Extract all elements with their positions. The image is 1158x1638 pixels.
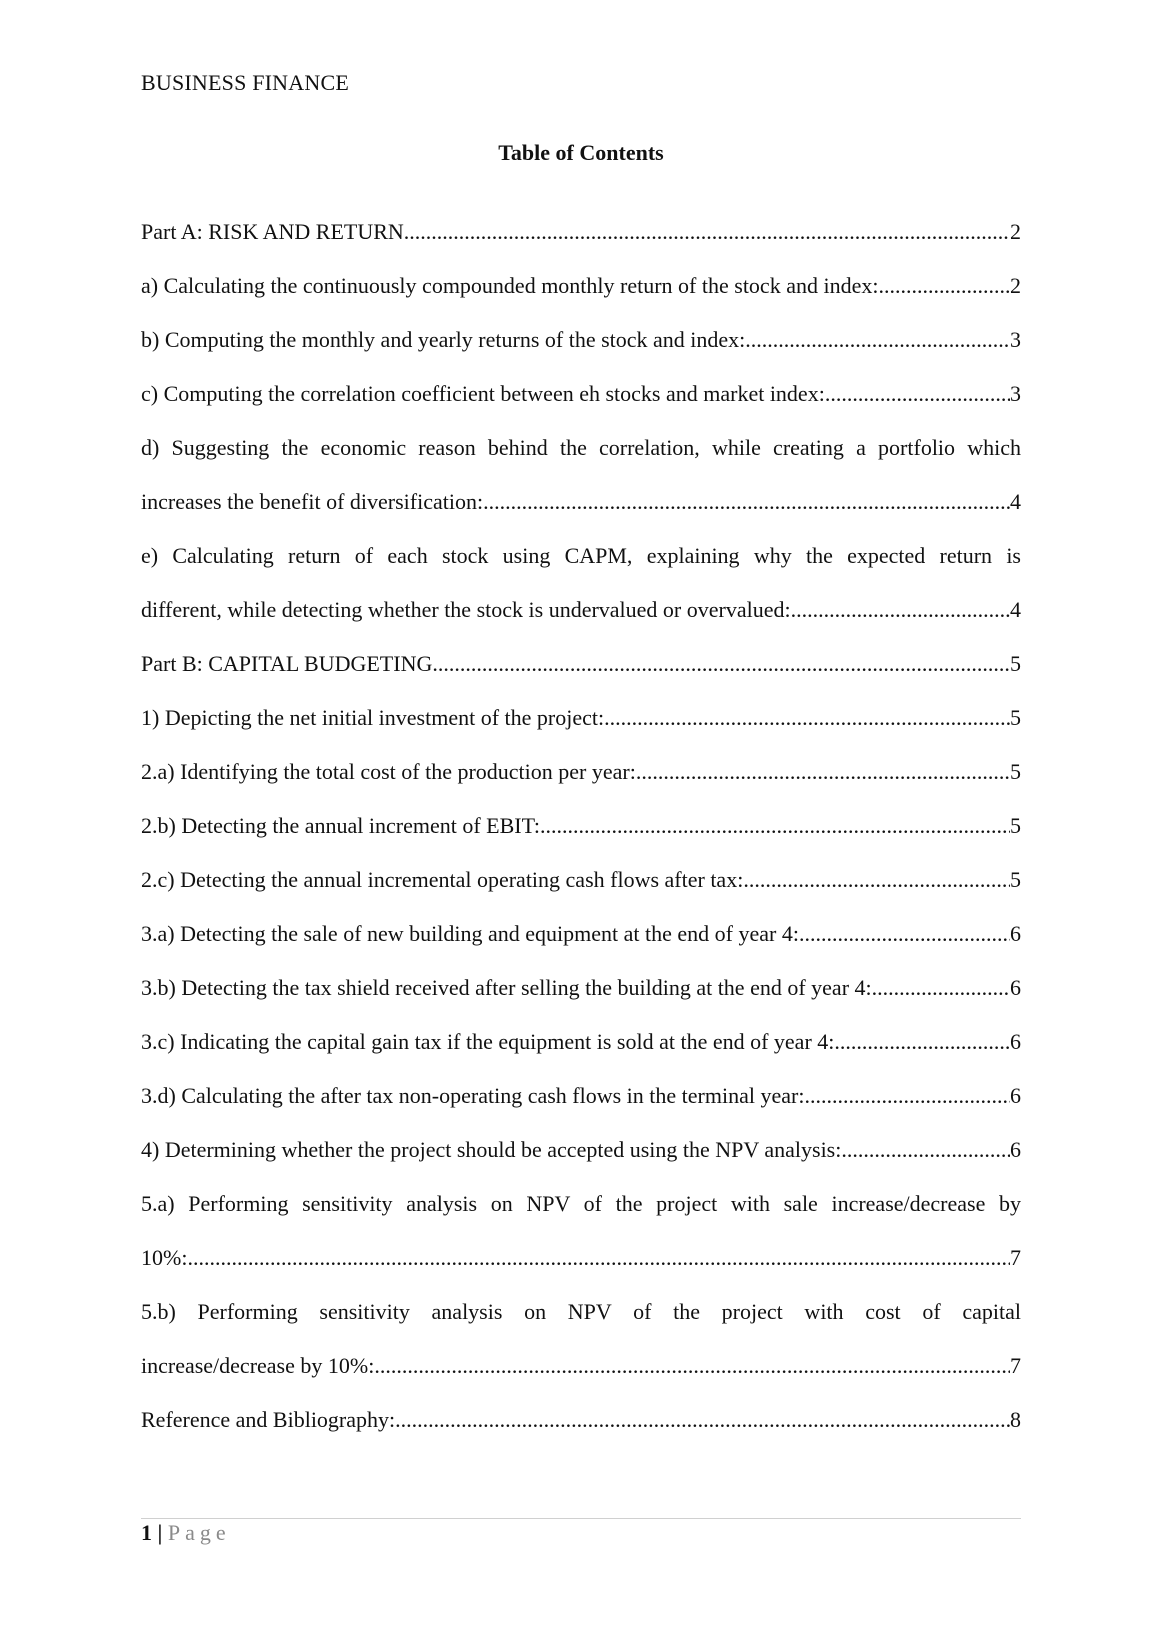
toc-entry-text: b) Computing the monthly and yearly returns of the stock and index:	[141, 327, 746, 352]
toc-entry-page: 7	[1010, 1245, 1021, 1270]
toc-entry-page: 6	[1010, 921, 1021, 946]
table-of-contents	[141, 205, 1021, 1447]
toc-entry-text: 2.c) Detecting the annual incremental operating cash flows after tax:	[141, 867, 744, 892]
dot-leader	[841, 1123, 1010, 1177]
toc-entry-text-line1: 5.a) Performing sensitivity analysis on NPV of the project with sale increase/decrease by	[141, 1191, 1021, 1216]
footer-page-word: Page	[167, 1520, 231, 1545]
toc-entry-e[interactable]	[141, 529, 1021, 637]
toc-entry-a[interactable]	[141, 259, 1021, 313]
dot-leader	[834, 1015, 1010, 1069]
toc-entry-3d[interactable]	[141, 1069, 1021, 1123]
toc-entry-text: 2.b) Detecting the annual increment of EBIT:	[141, 813, 541, 838]
dot-leader	[804, 1069, 1010, 1123]
toc-entry-references[interactable]	[141, 1393, 1021, 1447]
toc-entry-page: 8	[1010, 1407, 1021, 1432]
toc-entry-page: 6	[1010, 975, 1021, 1000]
toc-entry-page: 5	[1010, 651, 1021, 676]
toc-entry-5b[interactable]	[141, 1285, 1021, 1393]
toc-entry-text-line1: e) Calculating return of each stock using CAPM, explaining why the expected return is	[141, 543, 1021, 568]
toc-entry-text: 3.a) Detecting the sale of new building and equipment at the end of year 4:	[141, 921, 799, 946]
dot-leader	[745, 313, 1010, 367]
toc-entry-page: 7	[1010, 1353, 1021, 1378]
toc-entry-page: 6	[1010, 1137, 1021, 1162]
dot-leader	[404, 205, 1010, 259]
toc-entry-2a[interactable]	[141, 745, 1021, 799]
toc-entry-text: 3.d) Calculating the after tax non-operating cash flows in the terminal year:	[141, 1083, 805, 1108]
toc-entry-page: 3	[1010, 327, 1021, 352]
toc-entry-text: Part B: CAPITAL BUDGETING	[141, 651, 433, 676]
toc-entry-page: 3	[1010, 381, 1021, 406]
toc-entry-text-line2: increase/decrease by 10%:	[141, 1353, 375, 1378]
dot-leader	[187, 1231, 1010, 1285]
toc-entry-text: 4) Determining whether the project should be accepted using the NPV analysis:	[141, 1137, 842, 1162]
dot-leader	[374, 1339, 1010, 1393]
toc-entry-3c[interactable]	[141, 1015, 1021, 1069]
toc-entry-page: 5	[1010, 813, 1021, 838]
toc-entry-page: 5	[1010, 759, 1021, 784]
toc-entry-page: 4	[1010, 597, 1021, 622]
page-footer	[141, 1520, 231, 1546]
toc-entry-part-b[interactable]	[141, 637, 1021, 691]
toc-entry-text-line2: increases the benefit of diversification:	[141, 489, 484, 514]
toc-entry-text: Part A: RISK AND RETURN	[141, 219, 404, 244]
toc-entry-3a[interactable]	[141, 907, 1021, 961]
dot-leader	[540, 799, 1010, 853]
toc-entry-c[interactable]	[141, 367, 1021, 421]
toc-entry-text: Reference and Bibliography:	[141, 1407, 396, 1432]
toc-entry-text-line2: different, while detecting whether the stock is undervalued or overvalued:	[141, 597, 791, 622]
dot-leader	[432, 637, 1010, 691]
toc-entry-text: 3.c) Indicating the capital gain tax if the equipment is sold at the end of year 4:	[141, 1029, 835, 1054]
toc-entry-text-line1: 5.b) Performing sensitivity analysis on NPV of the project with cost of capital	[141, 1299, 1021, 1324]
toc-entry-page: 2	[1010, 273, 1021, 298]
toc-entry-1[interactable]	[141, 691, 1021, 745]
toc-entry-page: 4	[1010, 489, 1021, 514]
toc-entry-text-line1: d) Suggesting the economic reason behind the correlation, while creating a portfolio which	[141, 435, 1021, 460]
dot-leader	[825, 367, 1010, 421]
footer-divider	[141, 1518, 1021, 1519]
dot-leader	[878, 259, 1010, 313]
toc-entry-text: a) Calculating the continuously compounded monthly return of the stock and index:	[141, 273, 879, 298]
footer-separator: |	[157, 1520, 163, 1545]
toc-entry-page: 6	[1010, 1083, 1021, 1108]
toc-entry-text: 1) Depicting the net initial investment of the project:	[141, 705, 605, 730]
dot-leader	[483, 475, 1010, 529]
dot-leader	[791, 583, 1010, 637]
toc-entry-part-a[interactable]	[141, 205, 1021, 259]
toc-entry-page: 2	[1010, 219, 1021, 244]
toc-entry-text: 3.b) Detecting the tax shield received after selling the building at the end of year 4:	[141, 975, 872, 1000]
dot-leader	[799, 907, 1010, 961]
running-header: BUSINESS FINANCE	[141, 70, 349, 95]
dot-leader	[604, 691, 1010, 745]
dot-leader	[636, 745, 1010, 799]
toc-entry-d[interactable]	[141, 421, 1021, 529]
dot-leader	[395, 1393, 1010, 1447]
dot-leader	[872, 961, 1010, 1015]
toc-entry-b[interactable]	[141, 313, 1021, 367]
toc-entry-page: 5	[1010, 867, 1021, 892]
toc-entry-text-line2: 10%:	[141, 1245, 188, 1270]
toc-entry-page: 6	[1010, 1029, 1021, 1054]
dot-leader	[743, 853, 1010, 907]
toc-entry-text: c) Computing the correlation coefficient between eh stocks and market index:	[141, 381, 825, 406]
toc-entry-2c[interactable]	[141, 853, 1021, 907]
toc-entry-page: 5	[1010, 705, 1021, 730]
toc-entry-3b[interactable]	[141, 961, 1021, 1015]
toc-entry-5a[interactable]	[141, 1177, 1021, 1285]
toc-entry-2b[interactable]	[141, 799, 1021, 853]
toc-title: Table of Contents	[498, 140, 664, 165]
toc-entry-4[interactable]	[141, 1123, 1021, 1177]
toc-entry-text: 2.a) Identifying the total cost of the production per year:	[141, 759, 636, 784]
footer-page-number: 1	[141, 1520, 152, 1545]
